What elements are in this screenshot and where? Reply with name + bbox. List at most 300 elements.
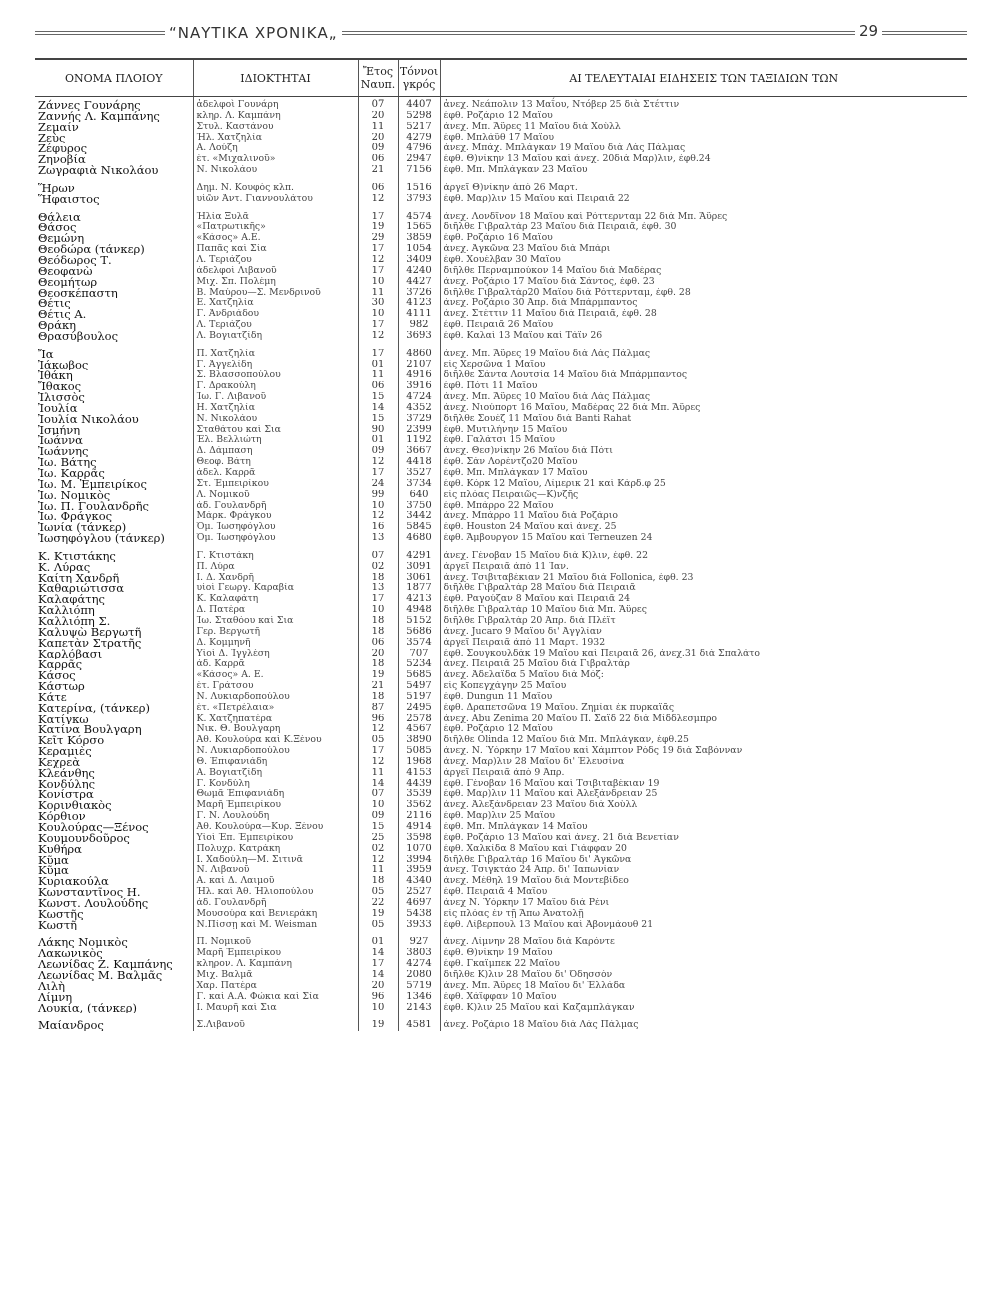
owner-cell: Ἰω. Γ. Λιβανοῦ xyxy=(193,392,358,403)
ship-name-cell: Λάκης Νομικὸς xyxy=(38,937,128,949)
latest-report-cell: ἀνεχ. Στέττιν 11 Μαΐου διὰ Πειραιᾶ, ἐφθ. 28 xyxy=(440,309,967,320)
table-row xyxy=(35,165,967,176)
group-spacer xyxy=(35,342,967,349)
table-row xyxy=(35,562,967,573)
year-built-cell: 09 xyxy=(358,446,398,457)
year-built-cell: 24 xyxy=(358,479,398,490)
gross-tons-cell: 4439 xyxy=(398,779,440,790)
year-built-cell: 12 xyxy=(358,194,398,205)
running-title: “ΝΑΥΤΙΚΑ ΧΡΟΝΙΚΑ„ xyxy=(165,24,342,42)
gross-tons-cell: 5845 xyxy=(398,522,440,533)
ship-name-cell: Ζηνοβία xyxy=(38,154,86,166)
year-built-cell: 17 xyxy=(358,959,398,970)
owner-cell: Σ.Λιβανοῦ xyxy=(193,1020,358,1031)
owner-cell: Λ. Τεριάζου xyxy=(193,320,358,331)
owner-cell: Δ. Δάμπαση xyxy=(193,446,358,457)
header-ship-name: ΟΝΟΜΑ ΠΛΟΙΟΥ xyxy=(35,59,193,97)
ship-name-cell: Κ. Λύρας xyxy=(38,561,91,573)
spacer-cell xyxy=(35,544,193,551)
latest-report-cell: ἀνεχ. Γένοβαν 15 Μαΐου διὰ Κ)λιν, ἐφθ. 22 xyxy=(440,551,967,562)
gross-tons-cell: 4340 xyxy=(398,876,440,887)
owner-cell: Ν.Πίσσῃ καὶ M. Weisman xyxy=(193,920,358,931)
ship-name-cell: Καλυψὼ Βεργωτῆ xyxy=(38,626,142,638)
spacer-cell xyxy=(440,342,967,349)
ship-name-cell: Κωνστ. Λουλούδης xyxy=(38,897,149,909)
latest-report-cell: ἀνεχ. Μπ. Ἄϋρες 11 Μαΐου διὰ Χοὺλλ xyxy=(440,122,967,133)
latest-report-cell: ἐφθ. Μυτιλήνην 15 Μαΐου xyxy=(440,425,967,436)
year-built-cell: 09 xyxy=(358,811,398,822)
gross-tons-cell: 4914 xyxy=(398,822,440,833)
year-built-cell: 18 xyxy=(358,627,398,638)
table-row xyxy=(35,692,967,703)
ship-name-cell: Κατερίνα, (τάνκερ) xyxy=(38,702,151,714)
table-body xyxy=(35,97,967,1032)
table-row xyxy=(35,800,967,811)
spacer-cell xyxy=(35,342,193,349)
latest-report-cell: ἀνεχ. Τσιγκτάο 24 Ἀπρ. δι' Ἰαπωνίαν xyxy=(440,865,967,876)
latest-report-cell: ἐφθ. Γένοβαν 16 Μαΐου καὶ Τσιβιταβέκιαν 19 xyxy=(440,779,967,790)
latest-report-cell: ἐφθ. Πότι 11 Μαΐου xyxy=(440,381,967,392)
latest-report-cell: ἐφθ. Ροζάριο 12 Μαΐου xyxy=(440,724,967,735)
header-year-line1: Ἔτος xyxy=(363,65,393,78)
year-built-cell: 10 xyxy=(358,501,398,512)
table-row xyxy=(35,757,967,768)
ship-name-cell: Ζωγραφιὰ Νικολάου xyxy=(38,165,159,176)
owner-cell: Σ. Βλασσοπούλου xyxy=(193,370,358,381)
year-built-cell: 30 xyxy=(358,298,398,309)
table-row xyxy=(35,468,967,479)
year-built-cell: 01 xyxy=(358,937,398,948)
ship-name-cell: Θέτις xyxy=(38,298,71,310)
year-built-cell: 14 xyxy=(358,403,398,414)
gross-tons-cell: 5685 xyxy=(398,670,440,681)
ship-name-cell: Κωστῆ xyxy=(38,919,78,931)
owner-cell: Α. καὶ Δ. Λαιμοῦ xyxy=(193,876,358,887)
owner-cell: Μαρῆ Ἐμπειρίκου xyxy=(193,948,358,959)
latest-report-cell: εἰς πλόας ἐν τῇ Ἄπω Ἀνατολῇ xyxy=(440,909,967,920)
gross-tons-cell: 4697 xyxy=(398,898,440,909)
latest-report-cell: ἐφθ. Dungun 11 Μαΐου xyxy=(440,692,967,703)
latest-report-cell: ἐφθ. Χαλκίδα 8 Μαΐου καὶ Γιάφφαν 20 xyxy=(440,844,967,855)
ship-name-cell: Θάλεια xyxy=(38,211,81,223)
group-spacer xyxy=(35,205,967,212)
year-built-cell: 14 xyxy=(358,948,398,959)
gross-tons-cell: 1968 xyxy=(398,757,440,768)
ship-name-cell: Κωστῆς xyxy=(38,908,84,920)
table-row xyxy=(35,511,967,522)
owner-cell: Γ. Κονδύλη xyxy=(193,779,358,790)
ship-name-cell: Ἰλισσὸς xyxy=(38,392,85,403)
table-row xyxy=(35,1003,967,1014)
spacer-cell xyxy=(193,176,358,183)
latest-report-cell: ἀνεχ. Μπάχ. Μπλάγκαν 19 Μαΐου διὰ Λὰς Πάλμας xyxy=(440,143,967,154)
ship-name-cell: Ζέφυρος xyxy=(38,143,88,155)
spacer-cell xyxy=(35,1013,193,1020)
table-row xyxy=(35,659,967,670)
gross-tons-cell: 3750 xyxy=(398,501,440,512)
year-built-cell: 15 xyxy=(358,822,398,833)
year-built-cell: 11 xyxy=(358,768,398,779)
gross-tons-cell: 3793 xyxy=(398,194,440,205)
spacer-cell xyxy=(358,930,398,937)
table-row xyxy=(35,320,967,331)
table-row xyxy=(35,111,967,122)
group-spacer xyxy=(35,930,967,937)
owner-cell: Ἀθ. Κουλούρα—Κυρ. Ξένου xyxy=(193,822,358,833)
table-row xyxy=(35,298,967,309)
gross-tons-cell: 1054 xyxy=(398,244,440,255)
gross-tons-cell: 2578 xyxy=(398,714,440,725)
gross-tons-cell: 1877 xyxy=(398,583,440,594)
year-built-cell: 17 xyxy=(358,320,398,331)
page-header xyxy=(35,22,967,46)
gross-tons-cell: 1346 xyxy=(398,992,440,1003)
year-built-cell: 18 xyxy=(358,876,398,887)
owner-cell: Ἐλ. Βελλιώτη xyxy=(193,435,358,446)
table-row xyxy=(35,97,967,111)
ship-name-cell: Κάσος xyxy=(38,670,76,682)
table-row xyxy=(35,981,967,992)
ship-name-cell: Λίμνη xyxy=(38,991,73,1003)
owner-cell: Ν. Νικολάου xyxy=(193,414,358,425)
gross-tons-cell: 3859 xyxy=(398,233,440,244)
table-row xyxy=(35,670,967,681)
ship-name-cell: Κεῖτ Κόρσο xyxy=(38,735,105,747)
ship-name-cell: Ζάννες Γουνάρης xyxy=(38,98,141,111)
latest-report-cell: ἐφθ. Μπ. Μπλάγκαν 17 Μαΐου xyxy=(440,468,967,479)
ship-name-cell: Ἰουλία Νικολάου xyxy=(38,413,139,425)
ship-name-cell: Θεομήτωρ xyxy=(38,276,98,288)
owner-cell: κληρον. Λ. Καμπάνη xyxy=(193,959,358,970)
owner-cell: Θ. Ἐπιφανιάδη xyxy=(193,757,358,768)
ship-name-cell: Ἰάκωβος xyxy=(38,359,89,371)
ship-name-cell: Ἰω. Νομικὸς xyxy=(38,489,111,501)
year-built-cell: 01 xyxy=(358,435,398,446)
table-row xyxy=(35,992,967,1003)
ship-name-cell: Ἥρων xyxy=(38,182,75,194)
ship-name-cell: Κουλούρας—Ξένος xyxy=(38,822,149,833)
latest-report-cell: ἀνεχ. Τσιβιταβέκιαν 21 Μαΐου διὰ Follonica, ἐφθ. 23 xyxy=(440,573,967,584)
gross-tons-cell: 4948 xyxy=(398,605,440,616)
table-row xyxy=(35,638,967,649)
gross-tons-cell: 3539 xyxy=(398,789,440,800)
latest-report-cell: ἐφθ. Ραγούζαν 8 Μαΐου καὶ Πειραιᾶ 24 xyxy=(440,594,967,605)
ship-name-cell: Ἴα xyxy=(38,348,54,360)
table-row xyxy=(35,446,967,457)
owner-cell: Γ. Ἀνδριάδου xyxy=(193,309,358,320)
table-row xyxy=(35,349,967,360)
year-built-cell: 17 xyxy=(358,349,398,360)
table-row xyxy=(35,194,967,205)
year-built-cell: 90 xyxy=(358,425,398,436)
owner-cell: Ὁμ. Ἰωσηφόγλου xyxy=(193,522,358,533)
latest-report-cell: ἀνεχ. Ροζάριο 30 Ἀπρ. διὰ Μπάρμπαντος xyxy=(440,298,967,309)
ship-name-cell: Καρλόβασι xyxy=(38,648,103,660)
owner-cell: Θεοφ. Βάτη xyxy=(193,457,358,468)
ship-name-cell: Θεοδώρα (τάνκερ) xyxy=(38,244,145,255)
table-row xyxy=(35,233,967,244)
owner-cell: Ι. Χαδούλη—Μ. Σιτινᾶ xyxy=(193,855,358,866)
year-built-cell: 17 xyxy=(358,212,398,223)
latest-report-cell: ἀνεχ. Μπάρρο 11 Μαΐου διὰ Ροζάριο xyxy=(440,511,967,522)
table-row xyxy=(35,583,967,594)
table-row xyxy=(35,457,967,468)
table-row xyxy=(35,479,967,490)
gross-tons-cell: 2143 xyxy=(398,1003,440,1014)
owner-cell: υἱοὶ Γεωργ. Καραβία xyxy=(193,583,358,594)
gross-tons-cell: 3933 xyxy=(398,920,440,931)
table-row xyxy=(35,811,967,822)
latest-report-cell: ἐφθ. Γαλάτσι 15 Μαΐου xyxy=(440,435,967,446)
latest-report-cell: ἐφθ. Μπ. Μπλάγκαν 23 Μαΐου xyxy=(440,165,967,176)
table-row xyxy=(35,789,967,800)
ship-name-cell: Θέτις Α. xyxy=(38,309,87,321)
latest-report-cell: διῆλθε Περναμπούκον 14 Μαΐου διὰ Μαδέρας xyxy=(440,266,967,277)
year-built-cell: 17 xyxy=(358,594,398,605)
table-row xyxy=(35,143,967,154)
ship-name-cell: Καίτη Χανδρῆ xyxy=(38,572,120,584)
latest-report-cell: ἀνεχ. Λονδῖνον 18 Μαΐου καὶ Ρόττερνταμ 22 διὰ Μπ. Ἄϋρες xyxy=(440,212,967,223)
table-row xyxy=(35,909,967,920)
gross-tons-cell: 4291 xyxy=(398,551,440,562)
latest-report-cell: ἀργεῖ Πειραιᾶ ἀπὸ 9 Ἀπρ. xyxy=(440,768,967,779)
latest-report-cell: ἐφθ. Χουέλβαν 30 Μαΐου xyxy=(440,255,967,266)
header-tons-line2: γκρός xyxy=(402,78,436,91)
latest-report-cell: ἐφθ. Μαρ)λιν 15 Μαΐου καὶ Πειραιᾶ 22 xyxy=(440,194,967,205)
latest-report-cell: διῆλθε Σάντα Λουτσία 14 Μαΐου διὰ Μπάρμπαντος xyxy=(440,370,967,381)
owner-cell: ἀδ. Γουλανδρῆ xyxy=(193,898,358,909)
owner-cell: Δημ. Ν. Κουφὸς κλπ. xyxy=(193,183,358,194)
gross-tons-cell: 3693 xyxy=(398,331,440,342)
gross-tons-cell: 3598 xyxy=(398,833,440,844)
year-built-cell: 07 xyxy=(358,97,398,111)
ship-name-cell: Καλλιόπη xyxy=(38,605,95,616)
year-built-cell: 87 xyxy=(358,703,398,714)
year-built-cell: 96 xyxy=(358,992,398,1003)
spacer-cell xyxy=(440,176,967,183)
table-row xyxy=(35,855,967,866)
ship-register-table xyxy=(35,58,967,1031)
table-row xyxy=(35,616,967,627)
owner-cell: Θωμᾶ Ἐπιφανιάδη xyxy=(193,789,358,800)
spacer-cell xyxy=(358,176,398,183)
latest-report-cell: ἀνεχ. Πειραιᾶ 25 Μαΐου διὰ Γιβραλτὰρ xyxy=(440,659,967,670)
latest-report-cell: ἐφθ. Ροζάριο 13 Μαΐου καὶ ἀνεχ. 21 διὰ Βενετίαν xyxy=(440,833,967,844)
owner-cell: Α. Λούζη xyxy=(193,143,358,154)
table-row xyxy=(35,266,967,277)
gross-tons-cell: 3562 xyxy=(398,800,440,811)
owner-cell: Π. Λύρα xyxy=(193,562,358,573)
gross-tons-cell: 3091 xyxy=(398,562,440,573)
owner-cell: Γ. Δρακούλη xyxy=(193,381,358,392)
latest-report-cell: ἀνεχ. Θεσ)νίκην 26 Μαΐου διὰ Πότι xyxy=(440,446,967,457)
gross-tons-cell: 4916 xyxy=(398,370,440,381)
gross-tons-cell: 4860 xyxy=(398,349,440,360)
gross-tons-cell: 2116 xyxy=(398,811,440,822)
ship-name-cell: Μαίανδρος xyxy=(38,1020,104,1032)
gross-tons-cell: 4567 xyxy=(398,724,440,735)
table-row xyxy=(35,681,967,692)
ship-name-cell: Θρασύβουλος xyxy=(38,330,119,342)
ship-name-cell: Κάτε xyxy=(38,691,67,703)
owner-cell: Γ. καὶ Α.Α. Φώκια καὶ Σία xyxy=(193,992,358,1003)
year-built-cell: 07 xyxy=(358,789,398,800)
gross-tons-cell: 4574 xyxy=(398,212,440,223)
latest-report-cell: ἐφθ. Δραπετσῶνα 19 Μαΐου. Ζημίαι ἐκ πυρκαϊᾶς xyxy=(440,703,967,714)
ship-name-cell: Ἰω. Φράγκος xyxy=(38,511,113,523)
year-built-cell: 21 xyxy=(358,681,398,692)
owner-cell: ἑτ. «Πετρέλαια» xyxy=(193,703,358,714)
latest-report-cell: ἀργεῖ Πειραιᾶ ἀπὸ 11 Μαρτ. 1932 xyxy=(440,638,967,649)
ship-name-cell: Θράκη xyxy=(38,320,77,331)
gross-tons-cell: 4123 xyxy=(398,298,440,309)
year-built-cell: 17 xyxy=(358,244,398,255)
owner-cell: «Κάσος» Α. Ε. xyxy=(193,670,358,681)
owner-cell: ἀδελφοὶ Λιβανοῦ xyxy=(193,266,358,277)
year-built-cell: 11 xyxy=(358,122,398,133)
spacer-cell xyxy=(440,930,967,937)
ship-name-cell: Λεωνίδας Μ. Βαλμᾶς xyxy=(38,969,163,981)
latest-report-cell: ἐφθ. Θ)νίκην 13 Μαΐου καὶ ἀνεχ. 20διὰ Μαρ)λιν, ἐφθ.24 xyxy=(440,154,967,165)
owner-cell: Λ. Βογιατζίδη xyxy=(193,331,358,342)
owner-cell: κληρ. Λ. Καμπάνη xyxy=(193,111,358,122)
table-row xyxy=(35,370,967,381)
gross-tons-cell: 5298 xyxy=(398,111,440,122)
table-row xyxy=(35,490,967,501)
table-row xyxy=(35,898,967,909)
gross-tons-cell: 4274 xyxy=(398,959,440,970)
owner-cell: Υἱοὶ Δ. Ἰγγλέση xyxy=(193,649,358,660)
ship-name-cell: Ζεὺς xyxy=(38,132,66,144)
table-row xyxy=(35,133,967,144)
spacer-cell xyxy=(35,205,193,212)
owner-cell: Κ. Χατζηπατέρα xyxy=(193,714,358,725)
gross-tons-cell: 3409 xyxy=(398,255,440,266)
spacer-cell xyxy=(193,544,358,551)
table-row xyxy=(35,822,967,833)
latest-report-cell: ἐφθ. Ἄμβουργον 15 Μαΐου καὶ Terneuzen 24 xyxy=(440,533,967,544)
latest-report-cell: ἐφθ. Λίβερπουλ 13 Μαΐου καὶ Ἀβονμάουθ 21 xyxy=(440,920,967,931)
latest-report-cell: διῆλθε Γιβραλτὰρ 28 Μαΐου διὰ Πειραιᾶ xyxy=(440,583,967,594)
table-row xyxy=(35,876,967,887)
latest-report-cell: ἐφθ. Γκαΐμπεκ 22 Μαΐου xyxy=(440,959,967,970)
table-row xyxy=(35,970,967,981)
ship-name-cell: Κωνσταντῖνος Η. xyxy=(38,887,141,898)
owner-cell: Μουσούρα καὶ Βενιεράκη xyxy=(193,909,358,920)
owner-cell: Δ. Πατέρα xyxy=(193,605,358,616)
table-row xyxy=(35,703,967,714)
owner-cell: «Κάσος» Α.Ε. xyxy=(193,233,358,244)
year-built-cell: 16 xyxy=(358,522,398,533)
owner-cell: Χαρ. Πατέρα xyxy=(193,981,358,992)
latest-report-cell: ἐφθ. Μπ. Μπλάγκαν 14 Μαΐου xyxy=(440,822,967,833)
table-row xyxy=(35,501,967,512)
spacer-cell xyxy=(398,176,440,183)
spacer-cell xyxy=(35,930,193,937)
spacer-cell xyxy=(358,544,398,551)
ship-name-cell: Κ. Κτιστάκης xyxy=(38,550,116,562)
ship-name-cell: Ἰωάννης xyxy=(38,446,89,458)
year-built-cell: 02 xyxy=(358,844,398,855)
table-row xyxy=(35,920,967,931)
gross-tons-cell: 4352 xyxy=(398,403,440,414)
spacer-cell xyxy=(440,544,967,551)
gross-tons-cell: 5085 xyxy=(398,746,440,757)
gross-tons-cell: 3916 xyxy=(398,381,440,392)
latest-report-cell: διῆλθε Γιβραλτὰρ 10 Μαΐου διὰ Μπ. Ἄϋρες xyxy=(440,605,967,616)
year-built-cell: 96 xyxy=(358,714,398,725)
latest-report-cell: ἀνεχ. Μαρ)λιν 28 Μαΐου δι' Ἐλευσίνα xyxy=(440,757,967,768)
table-row xyxy=(35,833,967,844)
spacer-cell xyxy=(193,342,358,349)
table-row xyxy=(35,360,967,371)
owner-cell: Ν. Λιβανοῦ xyxy=(193,865,358,876)
year-built-cell: 19 xyxy=(358,1020,398,1031)
year-built-cell: 12 xyxy=(358,511,398,522)
spacer-cell xyxy=(440,1013,967,1020)
ship-name-cell: Λακωνικὸς xyxy=(38,948,103,960)
gross-tons-cell: 4407 xyxy=(398,97,440,111)
year-built-cell: 12 xyxy=(358,457,398,468)
gross-tons-cell: 4724 xyxy=(398,392,440,403)
year-built-cell: 29 xyxy=(358,233,398,244)
owner-cell: Β. Μαύρου—Σ. Μενδρινοῦ xyxy=(193,288,358,299)
gross-tons-cell: 4111 xyxy=(398,309,440,320)
year-built-cell: 13 xyxy=(358,583,398,594)
ship-name-cell: Λουκία, (τάνκερ) xyxy=(38,1002,137,1014)
gross-tons-cell: 4153 xyxy=(398,768,440,779)
year-built-cell: 10 xyxy=(358,1003,398,1014)
year-built-cell: 06 xyxy=(358,381,398,392)
latest-report-cell: ἐφθ. Σουγκουλδὰκ 19 Μαΐου καὶ Πειραιᾶ 26, ἀνεχ.31 διὰ Σπαλάτο xyxy=(440,649,967,660)
gross-tons-cell: 4213 xyxy=(398,594,440,605)
latest-report-cell: ἐφθ. Μπάρρο 22 Μαΐου xyxy=(440,501,967,512)
year-built-cell: 14 xyxy=(358,779,398,790)
table-row xyxy=(35,244,967,255)
year-built-cell: 17 xyxy=(358,468,398,479)
page-number: 29 xyxy=(855,22,882,40)
header-gross-tons xyxy=(398,59,440,97)
ship-name-cell: Ἰω. Μ. Ἐμπειρίκος xyxy=(38,478,147,490)
table-row xyxy=(35,1020,967,1031)
year-built-cell: 12 xyxy=(358,757,398,768)
latest-report-cell: ἀνεχ. Μέθηλ 19 Μαΐου διὰ Μοντεβίδεο xyxy=(440,876,967,887)
table-row xyxy=(35,735,967,746)
table-row xyxy=(35,844,967,855)
owner-cell: Μαρῆ Ἐμπειρίκου xyxy=(193,800,358,811)
gross-tons-cell: 2495 xyxy=(398,703,440,714)
latest-report-cell: ἐφθ. Σὰν Λορέντζο20 Μαΐου xyxy=(440,457,967,468)
latest-report-cell: ἐφθ. Ροζάριο 16 Μαΐου xyxy=(440,233,967,244)
year-built-cell: 13 xyxy=(358,533,398,544)
table-row xyxy=(35,522,967,533)
ship-name-cell: Ἴθακος xyxy=(38,381,82,393)
ship-name-cell: Κονίστρα xyxy=(38,789,94,801)
table-row xyxy=(35,309,967,320)
owner-cell: ἑτ. «Μιχαλινοῦ» xyxy=(193,154,358,165)
year-built-cell: 06 xyxy=(358,638,398,649)
table-row xyxy=(35,288,967,299)
latest-report-cell: ἐφθ. Κ)λιν 25 Μαΐου καὶ Καζαμπλάγκαν xyxy=(440,1003,967,1014)
owner-cell: Λ. Νομικοῦ xyxy=(193,490,358,501)
latest-report-cell: ἀνεχ. Ἀδελαΐδα 5 Μαΐου διὰ Μόζ: xyxy=(440,670,967,681)
table-row xyxy=(35,183,967,194)
gross-tons-cell: 2107 xyxy=(398,360,440,371)
owner-cell: Γ. Ἀγγελίδη xyxy=(193,360,358,371)
spacer-cell xyxy=(398,930,440,937)
owner-cell: Ἠλία Ξυλᾶ xyxy=(193,212,358,223)
ship-name-cell: Κορινθιακὸς xyxy=(38,800,112,812)
